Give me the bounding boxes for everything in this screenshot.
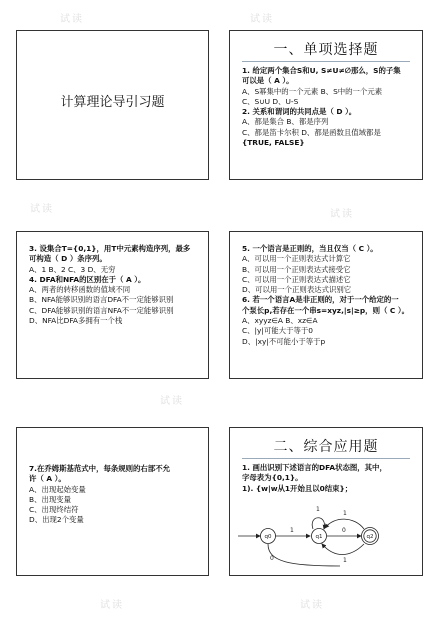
cover-title: 计算理论导引习题 [60, 95, 165, 110]
option-line: B、出现变量 [29, 494, 72, 504]
option-line: D、可以用一个正则表达式识别它 [242, 285, 352, 295]
transition-label: 0 [342, 527, 346, 534]
watermark: 试读 [30, 204, 54, 215]
question-line: 1. 给定两个集合S和U, S≠U≠∅那么，S的子集 [242, 66, 401, 75]
watermark: 试读 [160, 396, 184, 407]
option-line: C、|y|可能大于等于0 [242, 326, 313, 336]
watermark: 试读 [100, 600, 124, 611]
watermark: 试读 [250, 14, 274, 25]
title-divider [242, 458, 410, 459]
question-text [230, 66, 422, 148]
option-line: A、1 B、2 C、3 D、无穷 [29, 264, 116, 274]
state-label: q0 [264, 534, 272, 540]
question-line: 4. DFA和NFA的区别在于（ A ）。 [29, 274, 146, 284]
question-text [230, 232, 422, 347]
option-line: A、两者的转移函数的值域不同 [29, 285, 131, 295]
watermark: 试读 [60, 14, 84, 25]
transition-q0-trap [268, 544, 340, 566]
option-line: B、可以用一个正则表达式接受它 [242, 264, 351, 274]
question-text [17, 232, 208, 326]
state-label: q1 [315, 534, 323, 540]
slide-multiple-choice-4 [16, 427, 209, 576]
slide-cover [16, 30, 209, 180]
dfa-state-diagram [230, 502, 422, 574]
question-line: 3. 设集合T={0,1}，用T中元素构造序列，最多 [29, 244, 191, 253]
option-line: C、出现终结符 [29, 505, 79, 515]
slide-multiple-choice-1 [229, 30, 423, 180]
transition-label: 1 [290, 527, 294, 534]
question-line: 可以是（ A ）。 [242, 76, 294, 86]
question-text [17, 428, 208, 526]
question-line: 可构造（ D ）条序列。 [29, 254, 107, 264]
option-line: C、可以用一个正则表达式描述它 [242, 274, 351, 284]
option-line: A、出现起始变量 [29, 484, 86, 494]
question-line: 6. 若一个语言A是非正则的，对于一个给定的一 [242, 295, 399, 305]
question-line: 2. 关系和谓词的共同点是（ D ）。 [242, 107, 357, 117]
watermark: 试读 [300, 600, 324, 611]
option-line: B、NFA能够识别的语言DFA不一定能够识别 [29, 295, 174, 305]
option-line: D、出现2个变量 [29, 515, 84, 525]
question-line: 字母表为{0,1}。 [242, 473, 303, 483]
option-line: D、NFA比DFA多拥有一个栈 [29, 316, 123, 326]
question-text [230, 463, 422, 494]
option-line: A、xyyz∈A B、xz∈A [242, 316, 318, 326]
option-line: A、可以用一个正则表达式计算它 [242, 254, 351, 264]
transition-q2-q1-lower [322, 544, 364, 555]
slide-multiple-choice-2 [16, 231, 209, 379]
transition-label: 1 [343, 510, 347, 517]
option-line: A、S幂集中的一个元素 B、S中的一个元素 [242, 86, 383, 96]
question-line: 1. 画出识别下述语言的DFA状态图，其中， [242, 463, 387, 472]
slide-multiple-choice-3 [229, 231, 423, 379]
option-line: C、S∪U D、U-S [242, 96, 299, 106]
transition-label: 0 [270, 555, 274, 562]
state-label: q2 [366, 534, 374, 540]
option-line: C、都是笛卡尔积 D、都是函数且值域都是 [242, 127, 381, 137]
question-line: 个泵长p,若存在一个串s=xyz,|s|≥p，则（ C ）。 [242, 305, 410, 315]
section-title: 一、单项选择题 [273, 42, 379, 58]
option-line: A、都是集合 B、都是序列 [242, 117, 329, 127]
transition-label: 1 [343, 557, 347, 564]
option-line: C、DFA能够识别的语言NFA不一定能够识别 [29, 305, 174, 315]
question-line: 5. 一个语言是正则的，当且仅当（ C ）。 [242, 244, 378, 253]
question-line: 许（ A ）。 [29, 474, 66, 484]
slide-applied-problems [229, 427, 423, 576]
transition-q1-loop [312, 518, 324, 529]
transition-label: 1 [316, 506, 320, 513]
question-line: 7.在乔姆斯基范式中，每条规则的右部不允 [29, 464, 170, 473]
title-divider [242, 61, 410, 62]
section-title: 二、综合应用题 [273, 439, 379, 455]
watermark: 试读 [330, 209, 354, 220]
option-line: D、|xy|不可能小于等于p [242, 336, 326, 346]
option-line: {TRUE, FALSE} [242, 138, 305, 148]
question-line: 1). {w|w从1开始且以0结束}； [242, 483, 353, 493]
